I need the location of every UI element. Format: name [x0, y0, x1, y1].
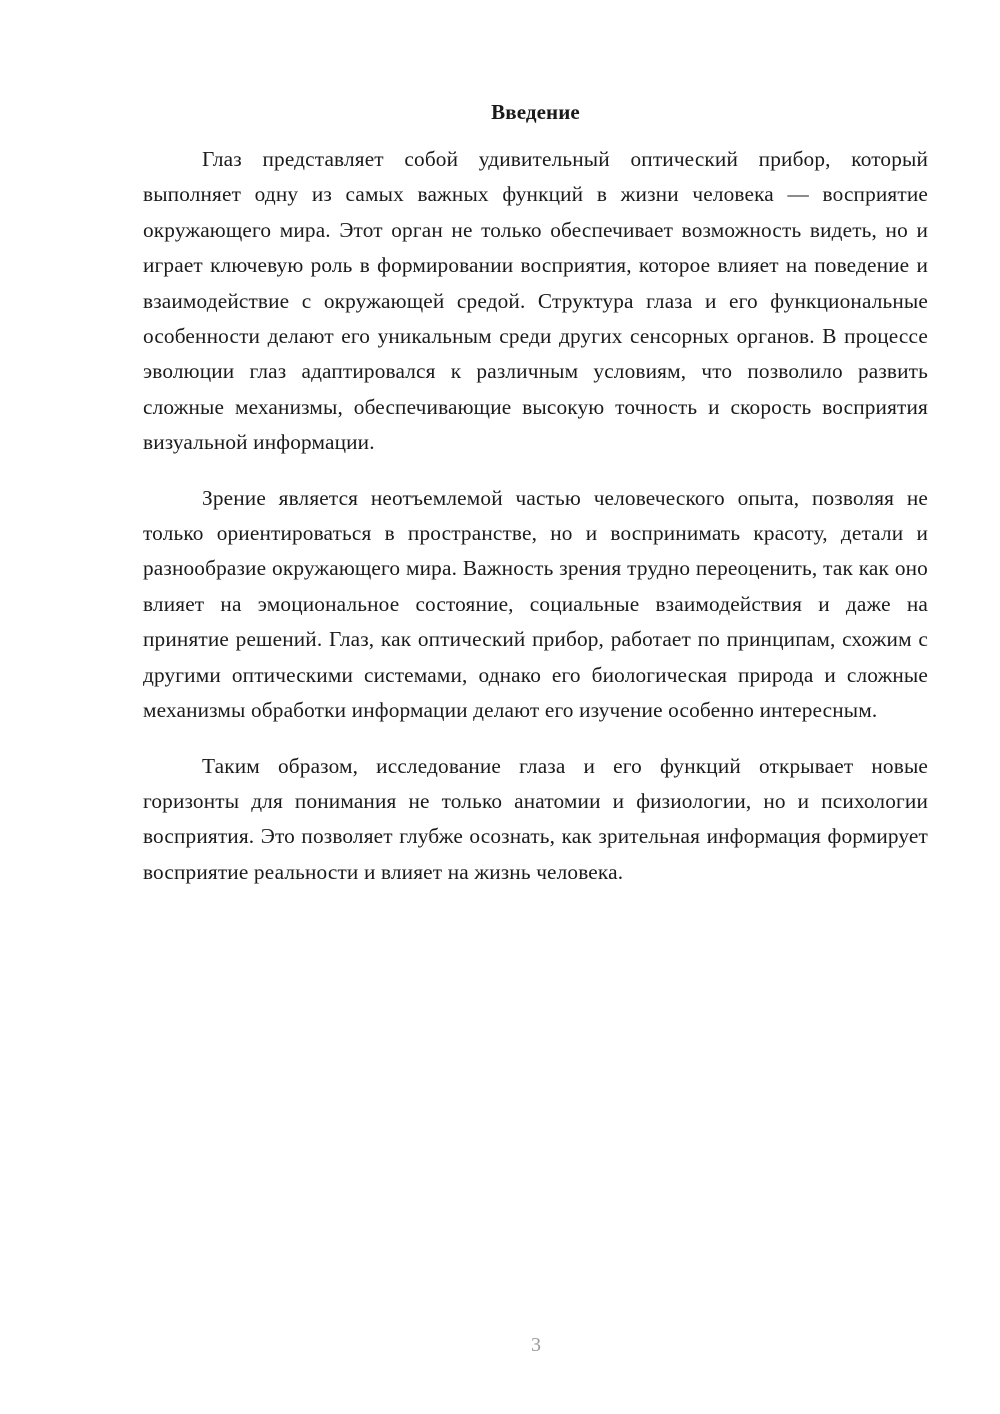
paragraph-2: Зрение является неотъемлемой частью человеческого опыта, позволяя не только ориентироваться в пространстве, но и воспринимать красоту, детали и разнообразие окружающего мира. Важность зрения трудно переоценить, так как оно влияет на эмоциональное состояние, социальные взаимодействия и даже на принятие решений. Глаз, как оптический прибор, работает по принципам, схожим с другими оптическими системами, однако его биологическая природа и сложные механизмы обработки информации делают его изучение особенно интересным.	[143, 485, 928, 723]
section-heading: Введение	[491, 100, 580, 124]
paragraph-3: Таким образом, исследование глаза и его функций открывает новые горизонты для понимания не только анатомии и физиологии, но и психологии восприятия. Это позволяет глубже осознать, как зрительная информация формирует восприятие реальности и влияет на жизнь человека.	[143, 753, 928, 884]
page-number: 3	[531, 1334, 541, 1356]
paragraph-1: Глаз представляет собой удивительный оптический прибор, который выполняет одну из самых важных функций в жизни человека — восприятие окружающего мира. Этот орган не только обеспечивает возможность видеть, но и играет ключевую роль в формировании восприятия, которое влияет на поведение и взаимодействие с окружающей средой. Структура глаза и его функциональные особенности делают его уникальным среди других сенсорных органов. В процессе эволюции глаз адаптировался к различным условиям, что позволило развить сложные механизмы, обеспечивающие высокую точность и скорость восприятия визуальной информации.	[143, 147, 928, 455]
body-text	[143, 142, 928, 910]
